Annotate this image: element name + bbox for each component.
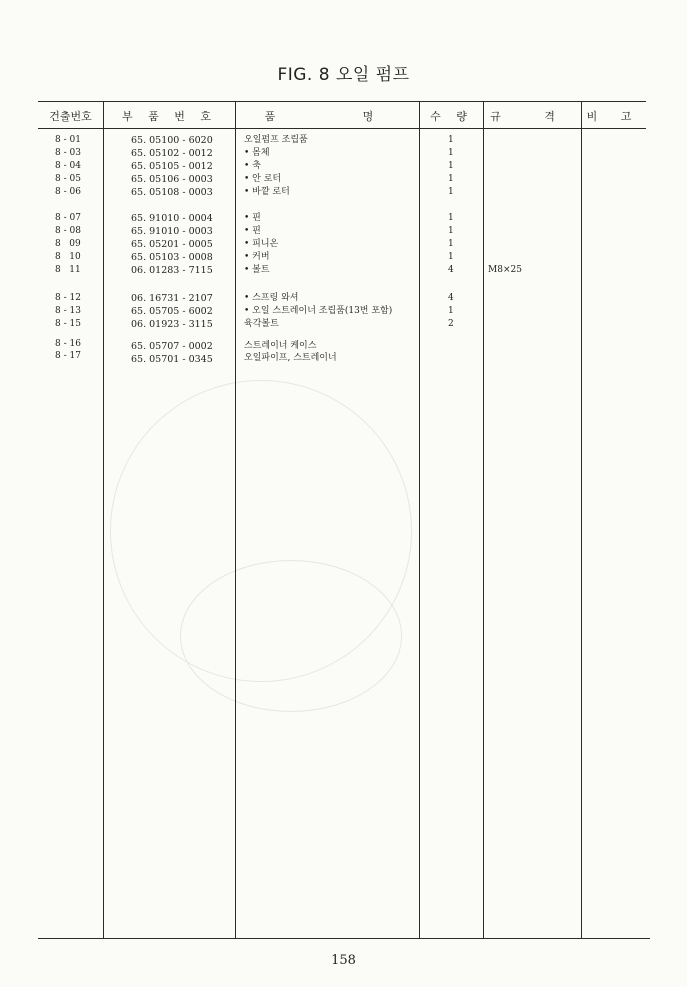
part-name: • 볼트 (244, 265, 270, 275)
quantity: 1 (448, 239, 454, 249)
quantity: 4 (448, 265, 454, 275)
part-name: 육각볼트 (244, 319, 279, 329)
item-no: 8 - 06 (55, 187, 81, 197)
column-divider (235, 101, 236, 939)
quantity: 2 (448, 319, 454, 329)
page-number: 158 (331, 953, 356, 968)
header-spec: 규 격 (490, 110, 575, 123)
item-no: 8 - 17 (55, 351, 81, 361)
quantity: 1 (448, 252, 454, 262)
part-name: • 핀 (244, 226, 261, 236)
item-no: 8 - 01 (55, 135, 81, 145)
part-name: • 스프링 와셔 (244, 293, 299, 303)
part-no: 65. 05106 - 0003 (131, 174, 213, 185)
header-name-left: 품 (264, 110, 282, 123)
quantity: 1 (448, 174, 454, 184)
column-divider (483, 101, 484, 939)
part-no: 65. 05108 - 0003 (131, 187, 213, 198)
part-name: • 안 로터 (244, 174, 282, 184)
part-no: 65. 05105 - 0012 (131, 161, 213, 172)
part-name: • 커버 (244, 252, 270, 262)
page-title: FIG. 8 오일 펌프 (277, 65, 410, 85)
spec-value: M8×25 (488, 265, 522, 275)
column-divider (419, 101, 420, 939)
item-no: 8 - 07 (55, 213, 81, 223)
part-name: • 핀 (244, 213, 261, 223)
column-divider (581, 101, 582, 939)
header-top-rule (38, 101, 646, 102)
header-quantity: 수 량 (430, 110, 473, 123)
table-bottom-rule (38, 938, 650, 939)
quantity: 1 (448, 187, 454, 197)
part-name: 오일펌프 조립품 (244, 135, 308, 145)
part-no: 65. 05201 - 0005 (131, 239, 213, 250)
part-no: 65. 91010 - 0003 (131, 226, 213, 237)
item-no: 8 - 03 (55, 148, 81, 158)
item-no: 8 09 (55, 239, 81, 249)
header-item-no: 건출번호 (49, 110, 92, 123)
item-no: 8 - 12 (55, 293, 81, 303)
part-name: • 축 (244, 161, 261, 171)
part-no: 65. 05705 - 6002 (131, 306, 213, 317)
header-part-no: 부 품 번 호 (122, 110, 217, 123)
quantity: 4 (448, 293, 454, 303)
part-no: 06. 01923 - 3115 (131, 319, 213, 330)
part-no: 65. 05100 - 6020 (131, 135, 213, 146)
item-no: 8 10 (55, 252, 81, 262)
part-name: 오일파이프, 스트레이너 (244, 353, 337, 363)
quantity: 1 (448, 306, 454, 316)
part-name: • 바깥 로터 (244, 187, 290, 197)
quantity: 1 (448, 213, 454, 223)
item-no: 8 - 08 (55, 226, 81, 236)
part-no: 06. 16731 - 2107 (131, 293, 213, 304)
header-name-right: 명 (362, 110, 380, 123)
part-name: • 몸체 (244, 148, 270, 158)
quantity: 1 (448, 148, 454, 158)
background-showthrough (180, 560, 402, 712)
part-name: 스트레이너 케이스 (244, 341, 317, 351)
part-no: 06. 01283 - 7115 (131, 265, 213, 276)
part-name: • 피니온 (244, 239, 279, 249)
item-no: 8 11 (55, 265, 81, 275)
part-no: 65. 91010 - 0004 (131, 213, 213, 224)
item-no: 8 - 04 (55, 161, 81, 171)
item-no: 8 - 16 (55, 339, 81, 349)
part-no: 65. 05701 - 0345 (131, 354, 213, 365)
part-no: 65. 05102 - 0012 (131, 148, 213, 159)
part-no: 65. 05707 - 0002 (131, 341, 213, 352)
header-bottom-rule (38, 128, 646, 129)
column-divider (103, 101, 104, 939)
quantity: 1 (448, 226, 454, 236)
part-no: 65. 05103 - 0008 (131, 252, 213, 263)
item-no: 8 - 05 (55, 174, 81, 184)
item-no: 8 - 13 (55, 306, 81, 316)
quantity: 1 (448, 135, 454, 145)
item-no: 8 - 15 (55, 319, 81, 329)
header-remarks: 비 고 (586, 110, 642, 123)
part-name: • 오일 스트레이너 조립품(13번 포함) (244, 306, 393, 316)
quantity: 1 (448, 161, 454, 171)
